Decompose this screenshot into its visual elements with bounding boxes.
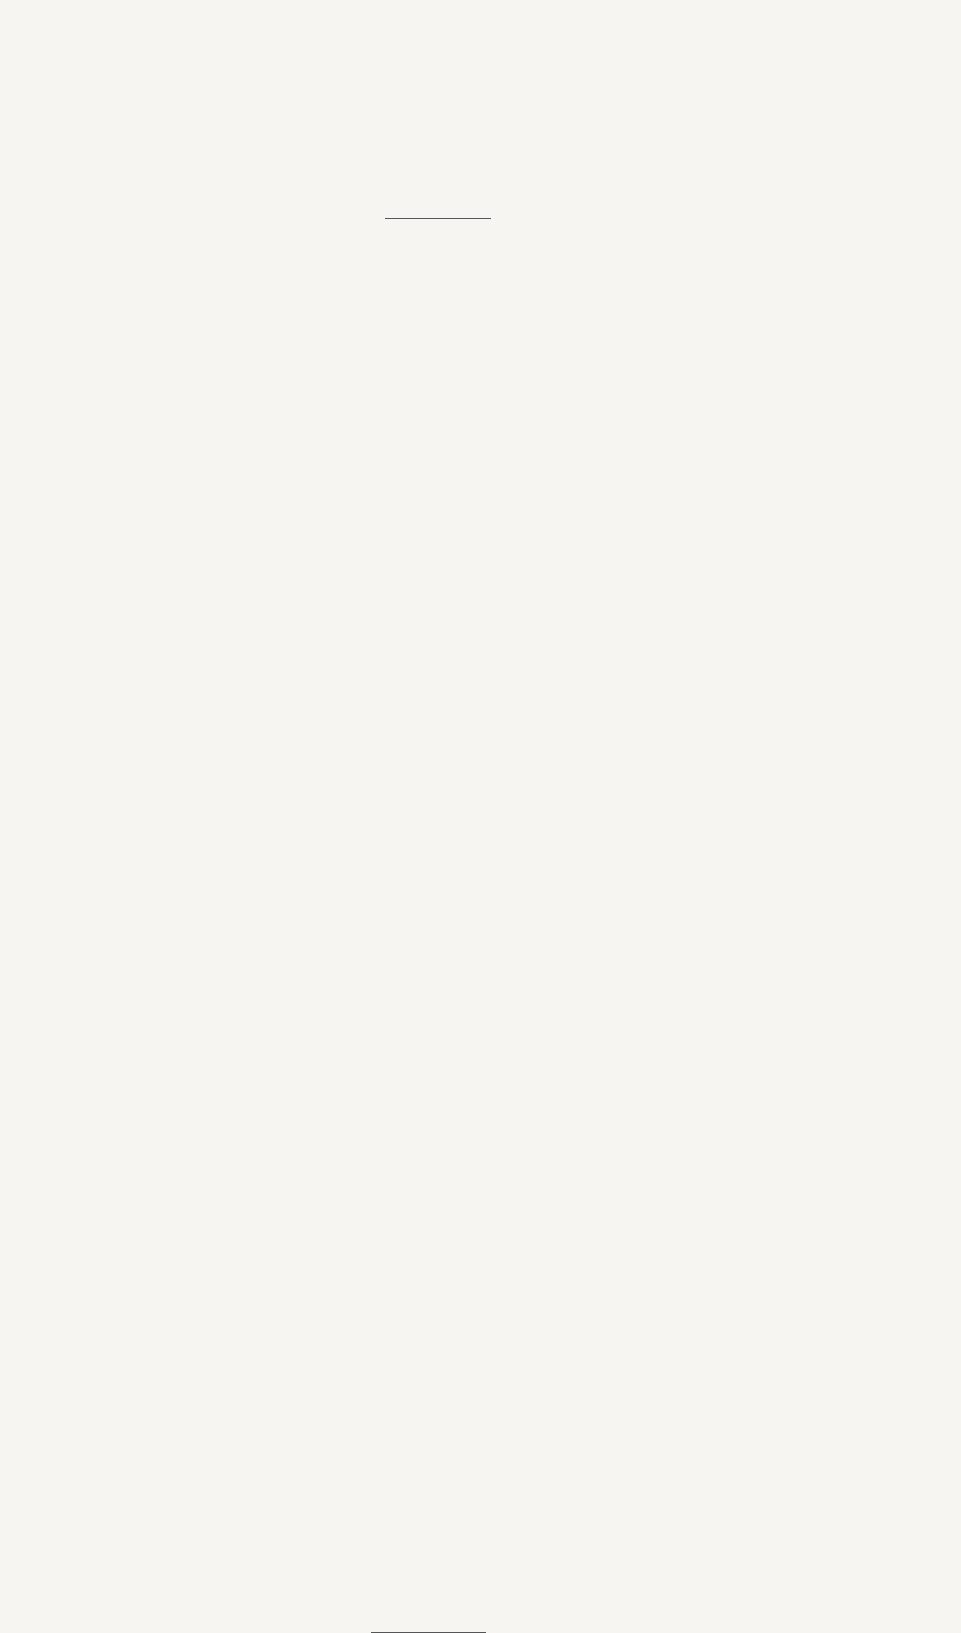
top-rule — [385, 218, 491, 219]
